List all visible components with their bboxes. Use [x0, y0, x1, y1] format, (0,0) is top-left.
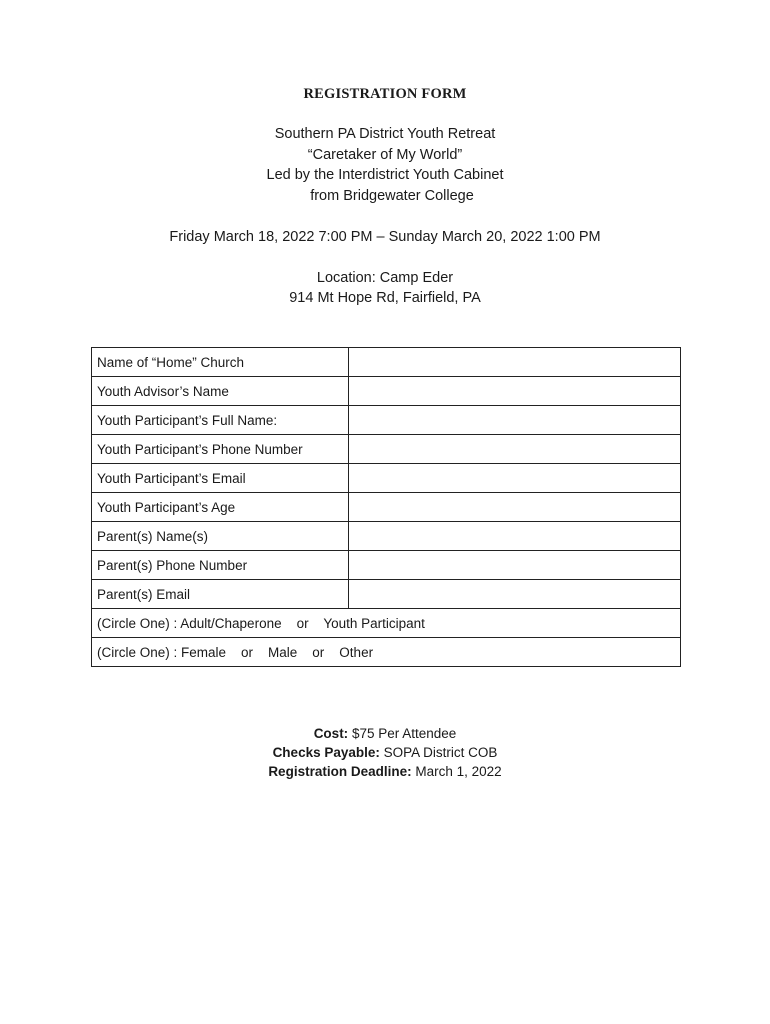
home-church-field[interactable]	[349, 348, 681, 377]
field-label-participant-phone: Youth Participant’s Phone Number	[92, 435, 349, 464]
circle-gender-field[interactable]: (Circle One) : Female or Male or Other	[92, 638, 681, 667]
deadline-label: Registration Deadline:	[268, 764, 412, 779]
field-label-parent-names: Parent(s) Name(s)	[92, 522, 349, 551]
table-row	[92, 377, 681, 406]
event-name: Southern PA District Youth Retreat	[274, 126, 496, 142]
field-label-participant-age: Youth Participant’s Age	[92, 493, 349, 522]
table-row	[92, 435, 681, 464]
field-label-parent-phone: Parent(s) Phone Number	[92, 551, 349, 580]
table-row	[92, 609, 681, 638]
cost-label: Cost:	[313, 726, 349, 741]
participant-age-field[interactable]	[349, 493, 681, 522]
parent-phone-field[interactable]	[349, 551, 681, 580]
field-label-participant-email: Youth Participant’s Email	[92, 464, 349, 493]
checks-value: SOPA District COB	[383, 745, 498, 760]
table-row	[92, 522, 681, 551]
table-row	[92, 493, 681, 522]
event-location: Location: Camp Eder	[316, 270, 454, 286]
event-from: from Bridgewater College	[310, 188, 474, 204]
participant-email-field[interactable]	[349, 464, 681, 493]
youth-advisor-field[interactable]	[349, 377, 681, 406]
table-row	[92, 551, 681, 580]
table-row	[92, 406, 681, 435]
parent-names-field[interactable]	[349, 522, 681, 551]
deadline-line	[0, 764, 770, 779]
form-title: REGISTRATION FORM	[303, 86, 467, 102]
circle-role-field[interactable]: (Circle One) : Adult/Chaperone or Youth Participant	[92, 609, 681, 638]
event-theme: “Caretaker of My World”	[307, 147, 463, 163]
cost-line	[0, 726, 770, 741]
parent-email-field[interactable]	[349, 580, 681, 609]
participant-name-field[interactable]	[349, 406, 681, 435]
field-label-participant-name: Youth Participant’s Full Name:	[92, 406, 349, 435]
table-row	[92, 580, 681, 609]
event-dates: Friday March 18, 2022 7:00 PM – Sunday March 20, 2022 1:00 PM	[169, 229, 601, 245]
event-address: 914 Mt Hope Rd, Fairfield, PA	[289, 290, 481, 306]
field-label-home-church: Name of “Home” Church	[92, 348, 349, 377]
cost-value: $75 Per Attendee	[351, 726, 457, 741]
event-led-by: Led by the Interdistrict Youth Cabinet	[266, 167, 504, 183]
registration-table	[91, 347, 681, 667]
checks-line	[0, 745, 770, 760]
table-row	[92, 348, 681, 377]
deadline-value: March 1, 2022	[415, 764, 502, 779]
table-row	[92, 638, 681, 667]
field-label-youth-advisor: Youth Advisor’s Name	[92, 377, 349, 406]
checks-label: Checks Payable:	[272, 745, 380, 760]
participant-phone-field[interactable]	[349, 435, 681, 464]
field-label-parent-email: Parent(s) Email	[92, 580, 349, 609]
table-row	[92, 464, 681, 493]
